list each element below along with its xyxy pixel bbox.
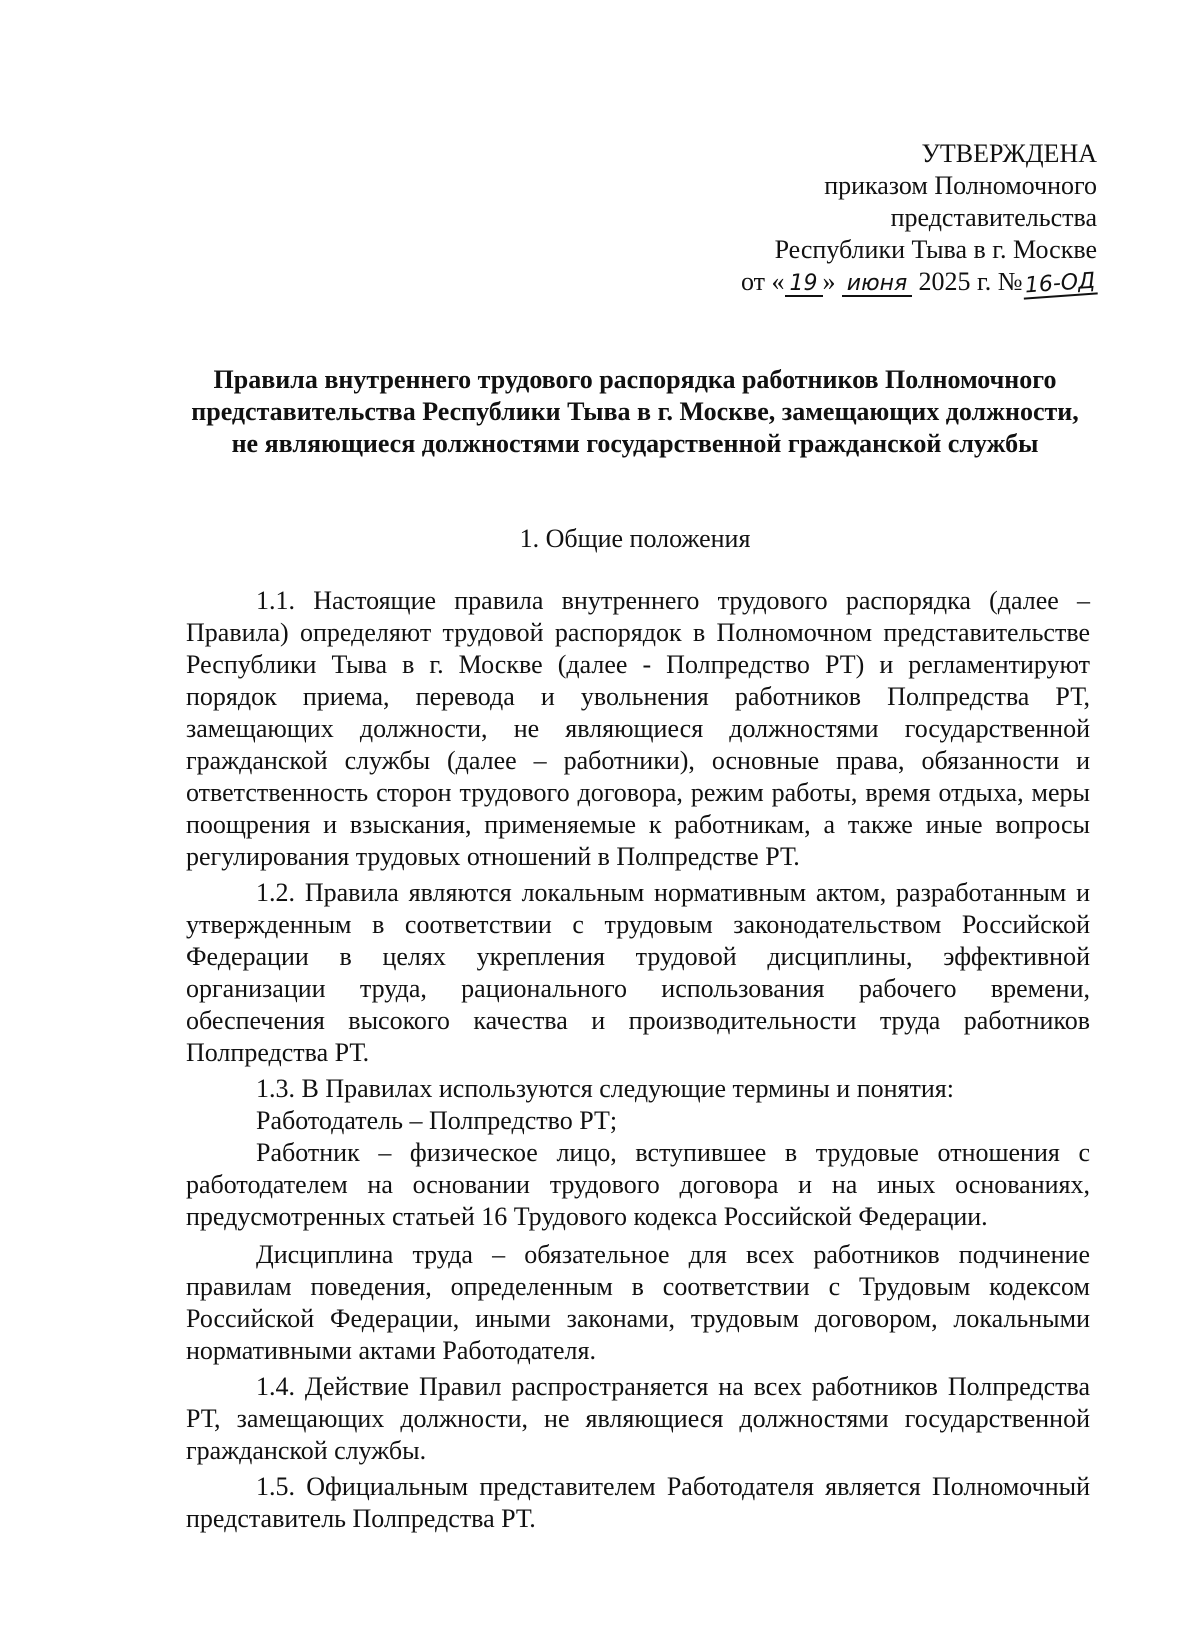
approval-line-1: приказом Полномочного [824,171,1097,200]
document-title: Правила внутреннего трудового распорядка работников Полномочного представительства Республики Тыва в г. Москве, замещающих должности, не являющиеся должностями государственной гражданской службы [191,365,1079,458]
approval-block [741,138,1097,298]
paragraph-1-2: 1.2. Правила являются локальным нормативным актом, разработанным и утвержденным в соответствии с трудовым законодательством Российской Федерации в целях укрепления трудовой дисциплины, эффективной организации труда, рационального использования рабочего времени, обеспечения высокого качества и производительности труда работников Полпредства РТ. [186,878,1090,1067]
paragraph-1-3: 1.3. В Правилах используются следующие термины и понятия: [256,1074,954,1103]
date-prefix: от « [740,267,785,296]
approval-line-3: Республики Тыва в г. Москве [774,235,1097,264]
paragraph-1-1: 1.1. Настоящие правила внутреннего трудового распорядка (далее – Правила) определяют трудовой распорядок в Полномочном представительстве Республики Тыва в г. Москве (далее - Полпредство РТ) и регламентируют порядок приема, перевода и увольнения работников Полпредства РТ, замещающих должности, не являющиеся должностями государственной гражданской службы (далее – работники), основные права, обязанности и ответственность сторон трудового договора, режим работы, время отдыха, меры поощрения и взыскания, применяемые к работникам, а также иные вопросы регулирования трудовых отношений в Полпредстве РТ. [186,586,1090,871]
handwritten-order-number: 16-ОД [1022,270,1098,299]
term-labor-discipline: Дисциплина труда – обязательное для всех работников подчинение правилам поведения, определенным в соответствии с Трудовым кодексом Российской Федерации, иными законами, трудовым договором, локальными нормативными актами Работодателя. [186,1240,1090,1365]
document-body [186,585,1090,1539]
approval-line-2: представительства [890,203,1097,232]
paragraph-1-4: 1.4. Действие Правил распространяется на всех работников Полпредства РТ, замещающих должности, не являющиеся должностями государственной гражданской службы. [186,1372,1090,1465]
section-heading: 1. Общие положения [519,524,751,553]
term-employee: Работник – физическое лицо, вступившее в трудовые отношения с работодателем на основании трудового договора и на иных основаниях, предусмотренных статьей 16 Трудового кодекса Российской Федерации. [186,1138,1090,1231]
paragraph-1-5: 1.5. Официальным представителем Работодателя является Полномочный представитель Полпредства РТ. [186,1472,1090,1533]
approval-heading: УТВЕРЖДЕНА [921,139,1097,168]
approval-date-line [741,266,1097,298]
date-year-text: 2025 г. № [918,267,1023,296]
handwritten-month: июня [842,273,912,297]
date-mid: » [822,267,836,296]
handwritten-day: 19 [785,273,823,297]
term-employer: Работодатель – Полпредство РТ; [256,1106,618,1135]
